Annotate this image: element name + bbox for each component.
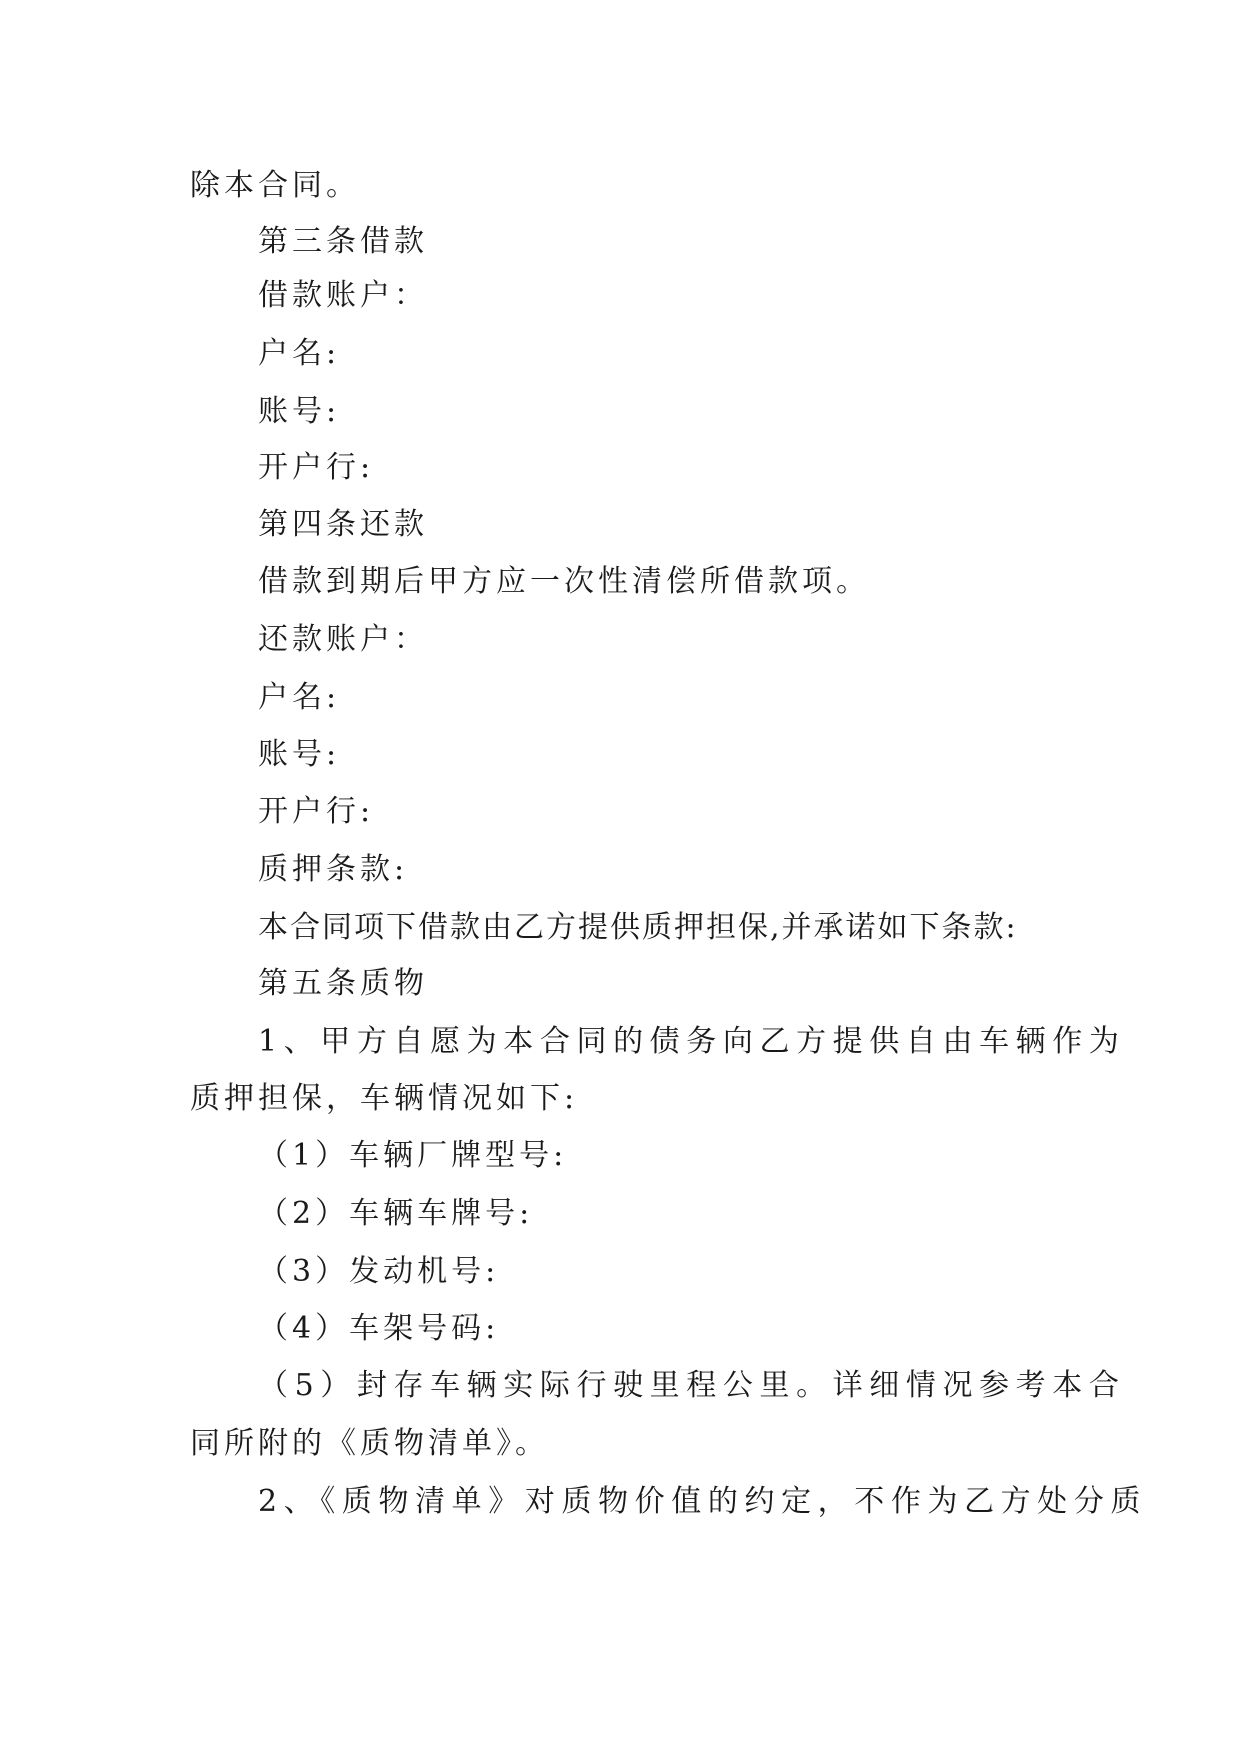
list-item: （3）发动机号:	[258, 1254, 500, 1289]
text-line: 借款账户：	[258, 278, 428, 313]
section-heading: 第五条质物	[258, 966, 428, 1001]
field-label: 开户行:	[258, 794, 375, 829]
field-label: 户名:	[258, 336, 341, 371]
text-line: 借款到期后甲方应一次性清偿所借款项。	[258, 564, 870, 599]
list-item: （2）车辆车牌号:	[258, 1196, 534, 1231]
text-line: 还款账户：	[258, 622, 428, 657]
field-label: 账号:	[258, 394, 341, 429]
list-item: （5）封存车辆实际行驶里程公里。详细情况参考本合	[258, 1368, 1126, 1403]
text-line: 质押条款:	[258, 852, 409, 887]
text-line: 除本合同。	[190, 168, 360, 203]
field-label: 账号:	[258, 737, 341, 772]
field-label: 开户行:	[258, 450, 375, 485]
text-line: 质押担保，车辆情况如下:	[190, 1081, 579, 1116]
text-line: 同所附的《质物清单》。	[190, 1426, 549, 1461]
list-item: （1）车辆厂牌型号:	[258, 1138, 568, 1173]
text-line: 1、甲方自愿为本合同的债务向乙方提供自由车辆作为	[258, 1024, 1126, 1059]
section-heading: 第三条借款	[258, 224, 428, 259]
list-item: （4）车架号码:	[258, 1311, 500, 1346]
text-line: 本合同项下借款由乙方提供质押担保,并承诺如下条款:	[258, 910, 1018, 945]
field-label: 户名:	[258, 680, 341, 715]
text-line: 2、《质物清单》对质物价值的约定，不作为乙方处分质	[258, 1484, 1148, 1519]
section-heading: 第四条还款	[258, 507, 428, 542]
